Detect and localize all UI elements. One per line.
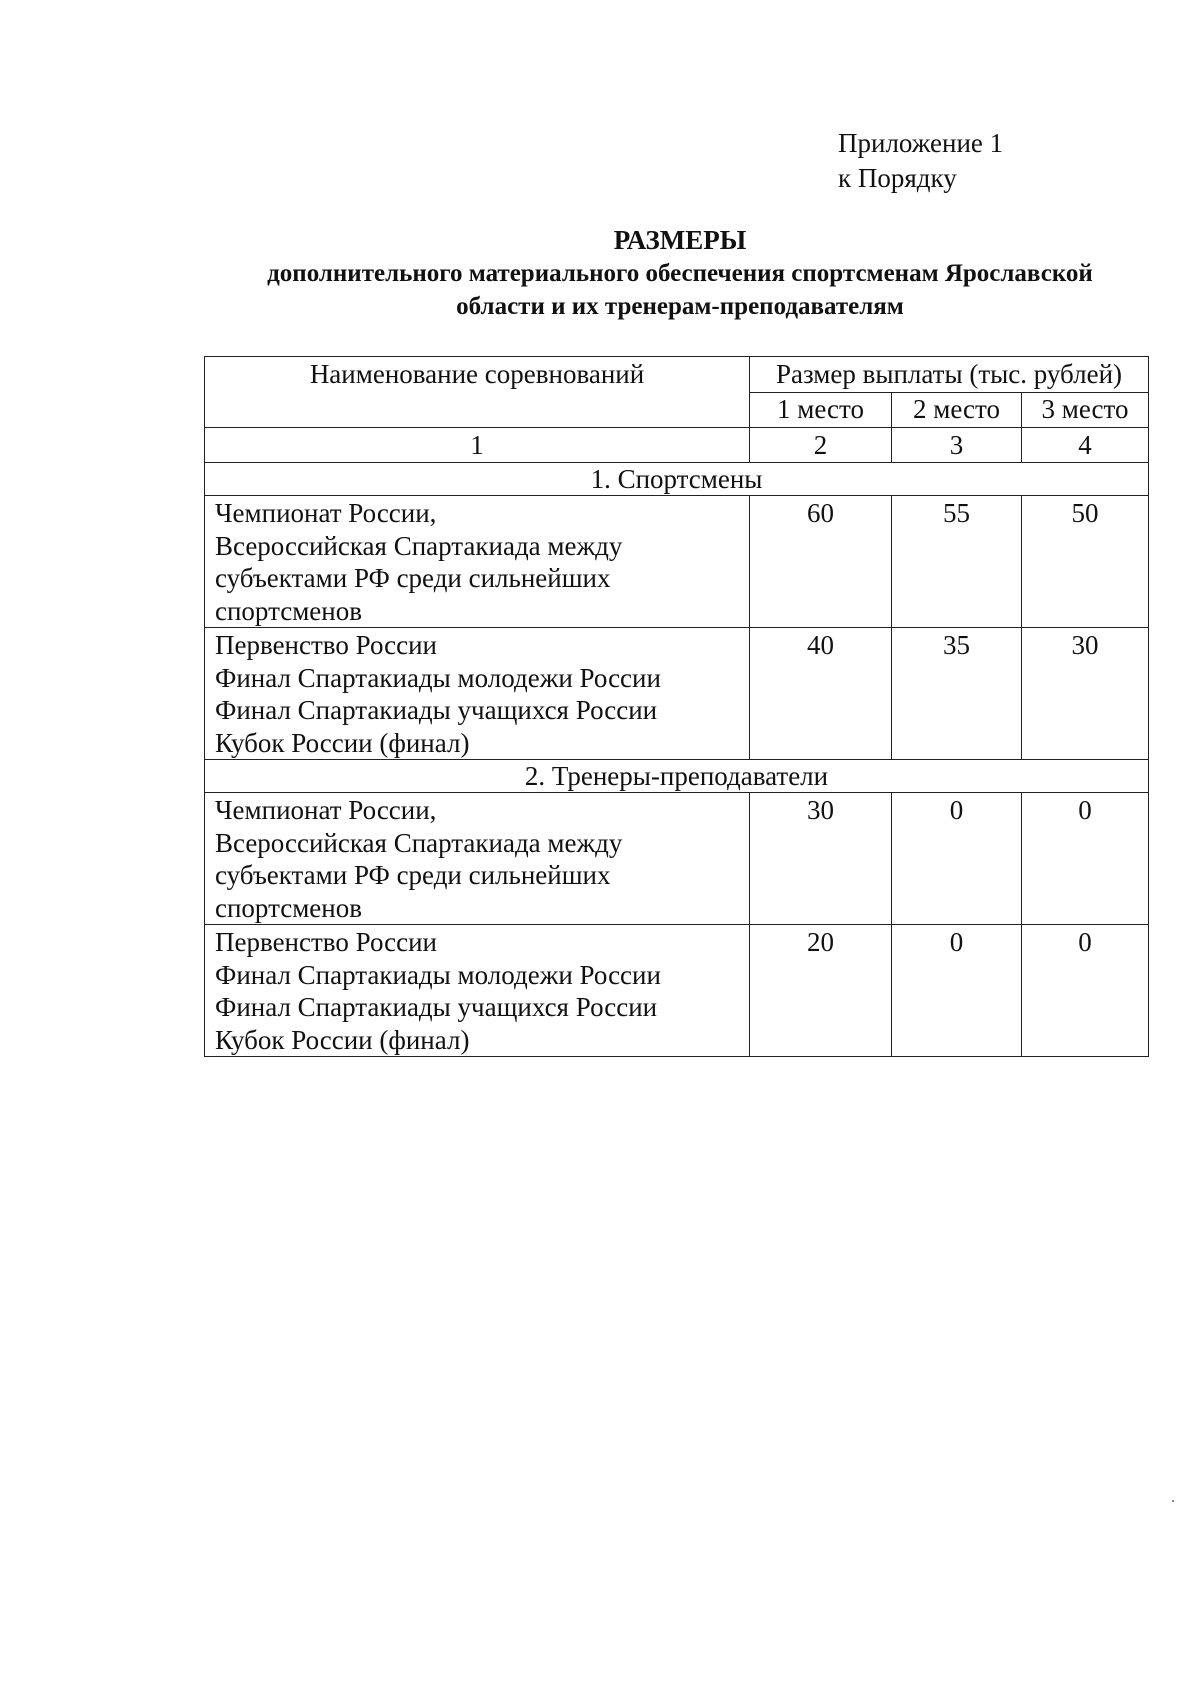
header-payment-size: Размер выплаты (тыс. рублей) [750,357,1149,393]
table-row [205,793,1149,925]
competition-cell [205,496,750,628]
appendix-line-1: Приложение 1 [838,128,1004,158]
section-title: 2. Тренеры-преподаватели [205,760,1149,793]
column-number: 3 [892,428,1022,463]
header-place-2: 2 место [892,393,1022,428]
payment-value: 0 [892,925,1022,1057]
competition-line: Финал Спартакиады учащихся России [215,695,658,725]
competition-line: Кубок России (финал) [215,1024,470,1055]
payment-table [204,356,1149,1057]
payment-value: 0 [1022,925,1149,1057]
competition-line: Первенство России [215,630,437,660]
title-main: РАЗМЕРЫ [613,225,747,255]
payment-value: 20 [750,925,892,1057]
section-title: 1. Спортсмены [205,463,1149,496]
title-line-2: области и их тренерам-преподавателям [456,293,904,320]
payment-value: 0 [892,793,1022,925]
column-number: 2 [750,428,892,463]
appendix-line-2: к Порядку [838,163,957,193]
payment-value: 55 [892,496,1022,628]
appendix-note [838,126,1003,196]
competition-line: Всероссийская Спартакиада между [215,530,623,561]
payment-value: 30 [750,793,892,925]
competition-line: субъектами РФ среди сильнейших [215,860,611,890]
title-line-1: дополнительного материального обеспечения спортсменам Ярославской [267,260,1093,287]
payment-value: 35 [892,628,1022,760]
document-title [200,224,1160,323]
competition-line: Чемпионат России, [215,795,437,825]
competition-cell [205,793,750,925]
column-number: 4 [1022,428,1149,463]
header-competition-name: Наименование соревнований [205,357,750,428]
payment-value: 60 [750,496,892,628]
table-header-row [205,357,1149,393]
competition-line: Финал Спартакиады учащихся России [215,992,658,1022]
table-row [205,925,1149,1057]
column-numbers-row [205,428,1149,463]
scan-speck [1172,1500,1174,1502]
competition-line: спортсменов [215,595,362,626]
header-place-3: 3 место [1022,393,1149,428]
competition-cell [205,628,750,760]
section-row [205,760,1149,793]
payment-value: 30 [1022,628,1149,760]
competition-line: Кубок России (финал) [215,727,470,758]
competition-cell [205,925,750,1057]
section-row [205,463,1149,496]
competition-line: Финал Спартакиады молодежи России [215,662,661,693]
competition-line: Финал Спартакиады молодежи России [215,959,661,990]
table-row [205,628,1149,760]
table-row [205,496,1149,628]
payment-value: 40 [750,628,892,760]
competition-line: субъектами РФ среди сильнейших [215,563,611,593]
payment-value: 0 [1022,793,1149,925]
competition-line: спортсменов [215,892,362,923]
competition-line: Всероссийская Спартакиада между [215,827,623,858]
column-number: 1 [205,428,750,463]
header-place-1: 1 место [750,393,892,428]
competition-line: Чемпионат России, [215,498,437,528]
payment-value: 50 [1022,496,1149,628]
competition-line: Первенство России [215,927,437,957]
